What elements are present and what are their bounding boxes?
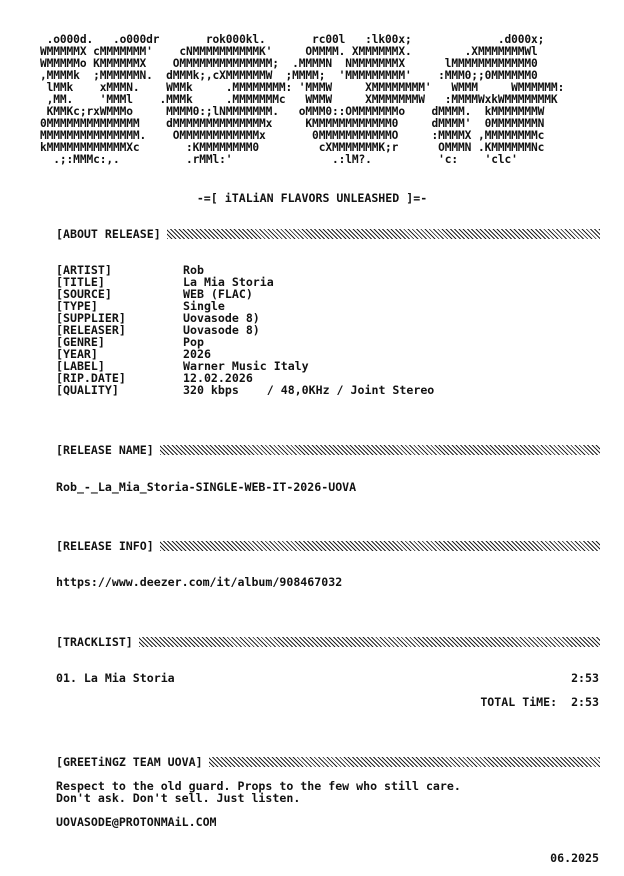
about-value: Uovasode 8) [183,311,260,325]
about-value: Pop [183,335,204,349]
about-value: 320 kbps / 48,0KHz / Joint Stereo [183,383,435,397]
section-header-about-release [56,227,600,241]
section-header-tracklist [56,635,600,649]
release-info-link[interactable]: https://www.deezer.com/it/album/908467032 [56,575,343,589]
about-key: [RELEASER] [56,323,126,337]
total-time-value: 2:53 [571,695,599,709]
section-title: [ABOUT RELEASE] [56,227,161,241]
about-value: Rob [183,263,204,277]
section-title: [RELEASE NAME] [56,443,154,457]
about-value: WEB (FLAC) [183,287,253,301]
hatch-divider [160,541,600,551]
greetings-line-1: Respect to the old guard. Props to the few who still care. [56,779,461,793]
about-row-releaser [56,324,434,336]
about-row-genre [56,336,434,348]
section-header-greetings [56,755,600,769]
about-key: [TYPE] [56,299,98,313]
footer-date: 06.2025 [550,851,599,865]
about-release-table [56,264,434,396]
about-key: [SUPPLIER] [56,311,126,325]
section-title: [TRACKLIST] [56,635,133,649]
hatch-divider [139,637,600,647]
about-value: La Mia Storia [183,275,274,289]
about-row-quality [56,384,434,396]
tagline: -=[ iTALiAN FLAVORS UNLEASHED ]=- [196,191,428,205]
about-value: Single [183,299,225,313]
total-time-label: TOTAL TiME: [480,695,558,709]
about-key: [TITLE] [56,275,105,289]
greetings-line-2: Don't ask. Don't sell. Just listen. [56,791,301,805]
contact-email[interactable]: UOVASODE@PROTONMAiL.COM [56,815,217,829]
track-title: 01. La Mia Storia [56,671,175,685]
about-key: [YEAR] [56,347,98,361]
about-key: [LABEL] [56,359,105,373]
hatch-divider [209,757,600,767]
section-title: [RELEASE INFO] [56,539,154,553]
about-value: 12.02.2026 [183,371,253,385]
track-duration: 2:53 [571,671,599,685]
section-title: [GREETiNGZ TEAM UOVA] [56,755,203,769]
about-key: [RIP.DATE] [56,371,126,385]
about-row-source [56,288,434,300]
about-key: [GENRE] [56,335,105,349]
section-header-release-info [56,539,600,553]
hatch-divider [160,445,600,455]
about-key: [SOURCE] [56,287,112,301]
ascii-logo: .o000d. .o000dr rok000kl. rc00l :lk00x; .d000x; WMMMMMX cMMMMMMM' cNMMMMMMMMMMK' OMMMM. XMMMMMMX. .XMMMMMMMWl WMMMMMo KMMMMMMX OMMMMMMMMMMMMMM; .MMMMN NMMMMMMMX lMMMMMMMMMMMM0 ,MMMMk ;MMMMMMN. dMMMk;,cXMMMMMMW ;MMMM; 'MMMMMMMMM' :MMM0;;0MMMMMM0 lMMk xMMMN. WMMk .MMMMMMMM: 'MMMW XMMMMMMMM' WMMM WMMMMMM: ,MM. 'MMMl .MMMk .MMMMMMMc WMMW XMMMMMMMW :MMMMWxkWMMMMMMMK KMMKc;rxWMMMo MMMM0:;lNMMMMMMM. oMMM0::OMMMMMMMo dMMMM. kMMMMMMMW 0MMMMMMMMMMMMMM dMMMMMMMMMMMMMMx KMMMMMMMMMMMM0 dMMMM' 0MMMMMMMN MMMMMMMMMMMMMMM. OMMMMMMMMMMMMx 0MMMMMMMMMMMO :MMMMX ,MMMMMMMMc kMMMMMMMMMMMMXc :KMMMMMMMM0 cXMMMMMMMK;r OMMMN .KMMMMMMNc .;:MMMc:,. .rMMl:' .:lM?. 'c: 'clc' [40,33,565,166]
about-key: [ARTIST] [56,263,112,277]
about-value: Warner Music Italy [183,359,309,373]
section-header-release-name [56,443,600,457]
about-key: [QUALITY] [56,383,119,397]
hatch-divider [167,229,600,239]
release-name-text: Rob_-_La_Mia_Storia-SINGLE-WEB-IT-2026-UOVA [56,480,357,494]
about-value: 2026 [183,347,211,361]
total-time-row [480,695,599,709]
about-value: Uovasode 8) [183,323,260,337]
